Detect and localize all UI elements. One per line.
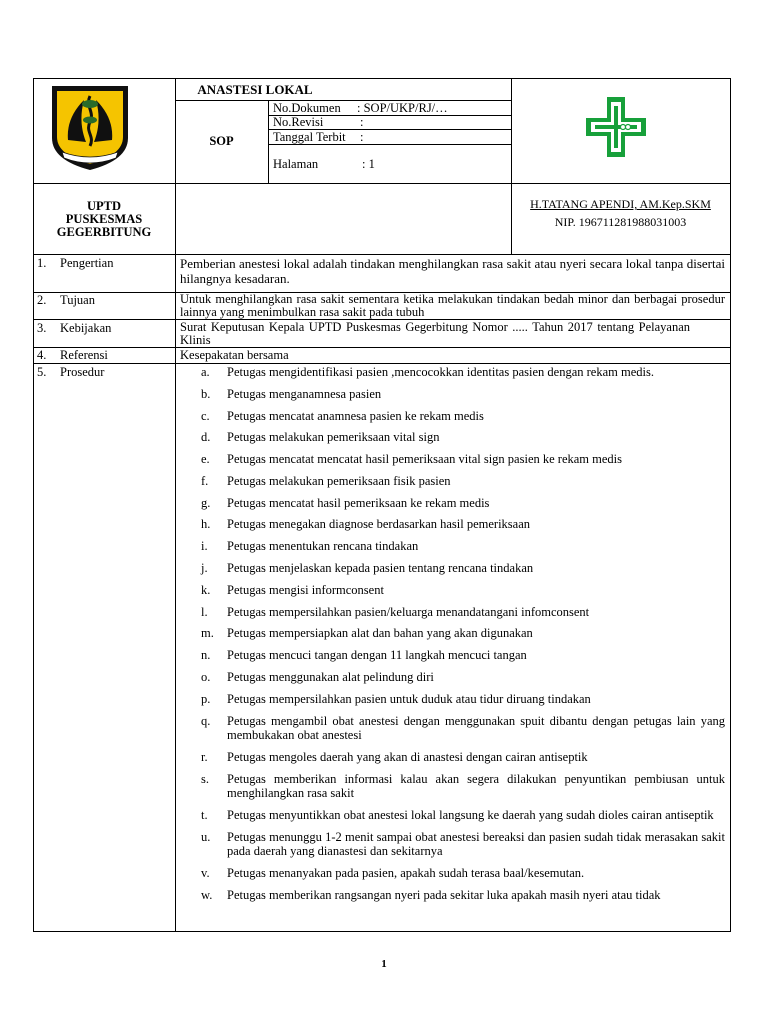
section-referensi-label: Referensi [60,348,108,362]
list-item: i. Petugas menentukan rencana tindakan [201,539,419,554]
field-tanggal-terbit-label: Tanggal Terbit [273,130,346,144]
section-prosedur-label: Prosedur [60,365,105,379]
list-item: s. Petugas memberikan informasi kalau akan segera dilakukan penyuntikan pembiusan untuk menghilangkan rasa sakit [201,771,725,801]
org-name-line-2: PUSKESMAS [65,212,143,226]
list-item: n. Petugas mencuci tangan dengan 11 langkah mencuci tangan [201,648,527,663]
list-item: f. Petugas melakukan pemeriksaan fisik pasien [201,473,451,488]
field-no-dokumen-value: : SOP/UKP/RJ/… [357,101,448,115]
section-pengertian-label: Pengertian [60,256,114,270]
org-name-line-3: GEGERBITUNG [56,225,152,239]
list-item: h. Petugas menegakan diagnose berdasarkan hasil pemeriksaan [201,517,531,532]
list-item: o. Petugas menggunakan alat pelindung diri [201,669,434,684]
page-number: 1 [381,958,387,970]
list-item: g. Petugas mencatat hasil pemeriksaan ke rekam medis [201,495,490,510]
signatory-nip: NIP. 196711281988031003 [554,215,687,229]
list-item: a. Petugas mengidentifikasi pasien ,mencocokkan identitas pasien dengan rekam medis. [201,365,654,379]
list-item: m. Petugas mempersiapkan alat dan bahan yang akan digunakan [201,626,533,641]
list-item: d. Petugas melakukan pemeriksaan vital sign [201,430,440,445]
list-item: p. Petugas mempersilahkan pasien untuk duduk atau tidur diruang tindakan [201,691,591,706]
section-referensi-text: Kesepakatan bersama [180,348,289,362]
list-item: b. Petugas menganamnesa pasien [201,386,382,401]
list-item: e. Petugas mencatat mencatat hasil pemeriksaan vital sign pasien ke rekam medis [201,452,623,467]
list-item: v. Petugas menanyakan pada pasien, apakah sudah terasa baal/kesemutan. [201,866,585,881]
section-tujuan-label: Tujuan [60,293,95,307]
regency-coat-of-arms-icon [48,82,132,172]
org-name-line-1: UPTD [86,199,122,213]
list-item: q. Petugas mengambil obat anestesi dengan menggunakan spuit dibantu dengan petugas lain yang membukakan obat anestesi [201,713,725,743]
document-title: ANASTESI LOKAL [197,82,313,97]
section-tujuan-text: Untuk menghilangkan rasa sakit sementara ketika melakukan tindakan bedah minor dan berbagai prosedur lainnya yang menimbulkan rasa sakit pada tubuh [180,292,725,319]
sop-label: SOP [209,134,234,148]
signatory-name: H.TATANG APENDI, AM.Kep.SKM [530,197,711,211]
puskesmas-cross-icon [583,94,649,160]
list-item: r. Petugas mengoles daerah yang akan di anastesi dengan cairan antiseptik [201,749,588,764]
section-prosedur-num: 5. [37,365,47,379]
field-no-revisi-value: : [360,115,364,129]
section-pengertian-text: Pemberian anestesi lokal adalah tindakan menghilangkan rasa sakit atau nyeri secara lokal tanpa disertai hilangnya kesadaran. [180,256,725,286]
list-item: k. Petugas mengisi informconsent [201,582,384,597]
field-no-revisi-label: No.Revisi [273,115,324,129]
procedure-list [180,365,725,903]
field-halaman-label: Halaman [273,157,319,171]
list-item: c. Petugas mencatat anamnesa pasien ke rekam medis [201,408,484,423]
list-item: w. Petugas memberikan rangsangan nyeri pada sekitar luka apakah masih nyeri atau tidak [201,887,661,902]
section-kebijakan-label: Kebijakan [60,321,112,335]
field-tanggal-terbit-value: : [360,130,364,144]
section-pengertian-num: 1. [37,256,47,270]
list-item: t. Petugas menyuntikkan obat anestesi lokal langsung ke daerah yang sudah dioles cairan antiseptik [201,808,714,823]
section-tujuan-num: 2. [37,293,47,307]
list-item: j. Petugas menjelaskan kepada pasien tentang rencana tindakan [201,561,534,576]
section-kebijakan-num: 3. [37,321,47,335]
section-kebijakan-text: Surat Keputusan Kepala UPTD Puskesmas Gegerbitung Nomor ..... Tahun 2017 tentang Pelayanan Klinis [180,320,690,347]
field-no-dokumen-label: No.Dokumen [273,101,341,115]
section-referensi-num: 4. [37,348,47,362]
list-item: u. Petugas menunggu 1-2 menit sampai obat anestesi bereaksi dan pasien sudah tidak merasakan sakit pada daerah yang dianastesi dan sekitarnya [201,829,725,859]
field-halaman-value: : 1 [362,157,375,171]
list-item: l. Petugas mempersilahkan pasien/keluarga menandatangani infomconsent [201,604,590,619]
